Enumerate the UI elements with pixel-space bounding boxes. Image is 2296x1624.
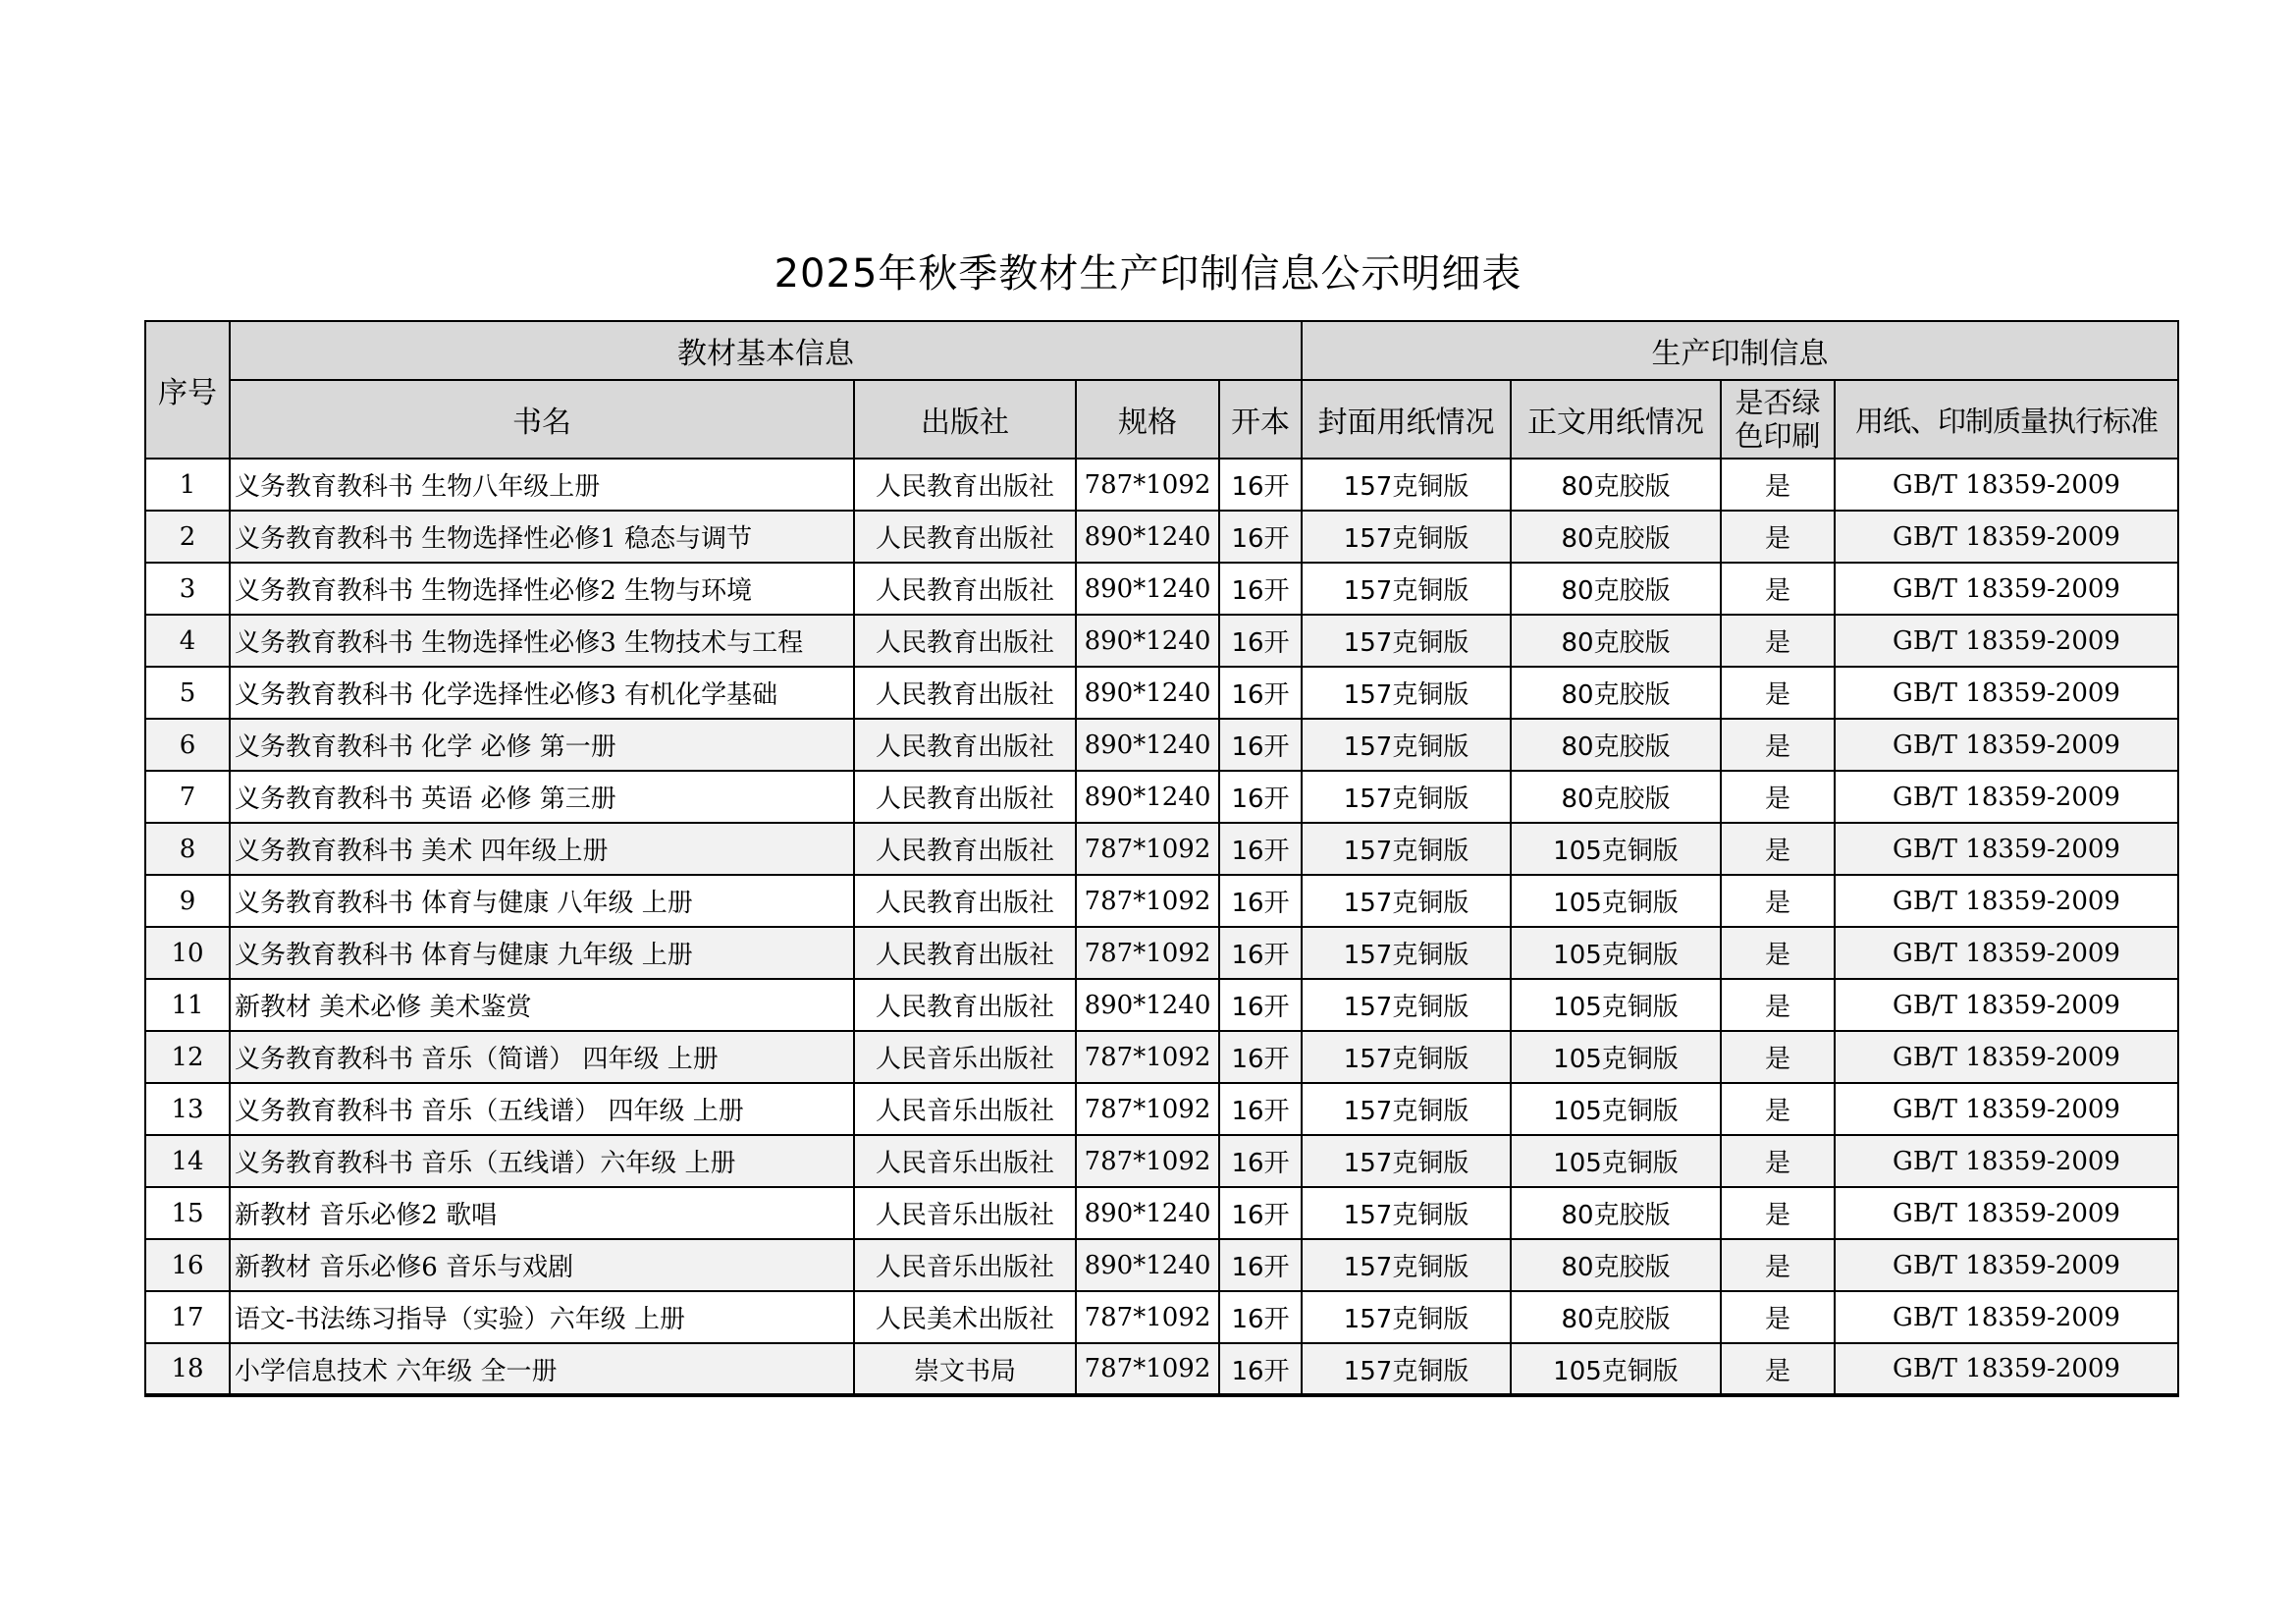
cell-book-name: 新教材 美术必修 美术鉴赏 xyxy=(230,979,854,1031)
cell-green-print: 是 xyxy=(1721,927,1835,979)
cell-green-print: 是 xyxy=(1721,719,1835,771)
cell-body-paper: 80克胶版 xyxy=(1511,1187,1721,1239)
cell-seq: 9 xyxy=(145,875,230,927)
cell-publisher: 人民教育出版社 xyxy=(854,979,1076,1031)
cell-format: 16开 xyxy=(1219,979,1302,1031)
cell-body-paper: 105克铜版 xyxy=(1511,1343,1721,1395)
cell-standard: GB/T 18359-2009 xyxy=(1835,1239,2178,1291)
cell-seq: 5 xyxy=(145,667,230,719)
cell-seq: 12 xyxy=(145,1031,230,1083)
cell-cover-paper: 157克铜版 xyxy=(1302,1187,1511,1239)
cell-green-print: 是 xyxy=(1721,511,1835,563)
cell-publisher: 人民教育出版社 xyxy=(854,875,1076,927)
cell-publisher: 崇文书局 xyxy=(854,1343,1076,1395)
cell-standard: GB/T 18359-2009 xyxy=(1835,719,2178,771)
cell-format: 16开 xyxy=(1219,615,1302,667)
header-cover-paper: 封面用纸情况 xyxy=(1302,380,1511,459)
cell-publisher: 人民教育出版社 xyxy=(854,823,1076,875)
header-book-name: 书名 xyxy=(230,380,854,459)
cell-book-name: 新教材 音乐必修6 音乐与戏剧 xyxy=(230,1239,854,1291)
table-row xyxy=(145,771,2178,823)
cell-format: 16开 xyxy=(1219,1135,1302,1187)
cell-body-paper: 80克胶版 xyxy=(1511,563,1721,615)
cell-green-print: 是 xyxy=(1721,1343,1835,1395)
cell-green-print: 是 xyxy=(1721,979,1835,1031)
cell-seq: 13 xyxy=(145,1083,230,1135)
cell-book-name: 新教材 音乐必修2 歌唱 xyxy=(230,1187,854,1239)
cell-spec: 787*1092 xyxy=(1076,1083,1219,1135)
cell-format: 16开 xyxy=(1219,875,1302,927)
cell-seq: 18 xyxy=(145,1343,230,1395)
cell-standard: GB/T 18359-2009 xyxy=(1835,1187,2178,1239)
cell-format: 16开 xyxy=(1219,563,1302,615)
cell-cover-paper: 157克铜版 xyxy=(1302,615,1511,667)
cell-cover-paper: 157克铜版 xyxy=(1302,927,1511,979)
cell-publisher: 人民教育出版社 xyxy=(854,667,1076,719)
cell-book-name: 义务教育教科书 体育与健康 九年级 上册 xyxy=(230,927,854,979)
cell-spec: 890*1240 xyxy=(1076,511,1219,563)
table-row xyxy=(145,1083,2178,1135)
cell-format: 16开 xyxy=(1219,1239,1302,1291)
cell-standard: GB/T 18359-2009 xyxy=(1835,875,2178,927)
cell-standard: GB/T 18359-2009 xyxy=(1835,511,2178,563)
cell-body-paper: 105克铜版 xyxy=(1511,875,1721,927)
cell-publisher: 人民教育出版社 xyxy=(854,927,1076,979)
header-standard: 用纸、印制质量执行标准 xyxy=(1835,380,2178,459)
cell-spec: 787*1092 xyxy=(1076,875,1219,927)
table-row xyxy=(145,1291,2178,1343)
cell-format: 16开 xyxy=(1219,1031,1302,1083)
cell-book-name: 义务教育教科书 生物选择性必修3 生物技术与工程 xyxy=(230,615,854,667)
header-group-basic: 教材基本信息 xyxy=(230,321,1302,380)
cell-seq: 16 xyxy=(145,1239,230,1291)
table-body xyxy=(145,459,2178,1395)
header-body-paper: 正文用纸情况 xyxy=(1511,380,1721,459)
textbook-info-table xyxy=(144,320,2179,1397)
header-format: 开本 xyxy=(1219,380,1302,459)
cell-seq: 11 xyxy=(145,979,230,1031)
cell-format: 16开 xyxy=(1219,1187,1302,1239)
page-title: 2025年秋季教材生产印制信息公示明细表 xyxy=(774,251,1522,297)
cell-body-paper: 80克胶版 xyxy=(1511,771,1721,823)
cell-green-print: 是 xyxy=(1721,459,1835,511)
table-row xyxy=(145,667,2178,719)
cell-body-paper: 105克铜版 xyxy=(1511,927,1721,979)
cell-cover-paper: 157克铜版 xyxy=(1302,563,1511,615)
cell-spec: 787*1092 xyxy=(1076,927,1219,979)
cell-book-name: 义务教育教科书 音乐（五线谱） 四年级 上册 xyxy=(230,1083,854,1135)
cell-publisher: 人民音乐出版社 xyxy=(854,1031,1076,1083)
cell-spec: 787*1092 xyxy=(1076,823,1219,875)
cell-cover-paper: 157克铜版 xyxy=(1302,1239,1511,1291)
cell-publisher: 人民教育出版社 xyxy=(854,771,1076,823)
cell-cover-paper: 157克铜版 xyxy=(1302,1083,1511,1135)
table-row xyxy=(145,1187,2178,1239)
cell-format: 16开 xyxy=(1219,823,1302,875)
cell-green-print: 是 xyxy=(1721,771,1835,823)
cell-format: 16开 xyxy=(1219,511,1302,563)
cell-cover-paper: 157克铜版 xyxy=(1302,1291,1511,1343)
table-row xyxy=(145,823,2178,875)
cell-standard: GB/T 18359-2009 xyxy=(1835,1343,2178,1395)
cell-body-paper: 105克铜版 xyxy=(1511,979,1721,1031)
cell-book-name: 义务教育教科书 生物八年级上册 xyxy=(230,459,854,511)
cell-spec: 890*1240 xyxy=(1076,1239,1219,1291)
cell-seq: 1 xyxy=(145,459,230,511)
cell-standard: GB/T 18359-2009 xyxy=(1835,1135,2178,1187)
cell-publisher: 人民教育出版社 xyxy=(854,563,1076,615)
cell-format: 16开 xyxy=(1219,1291,1302,1343)
cell-seq: 3 xyxy=(145,563,230,615)
cell-green-print: 是 xyxy=(1721,615,1835,667)
cell-body-paper: 105克铜版 xyxy=(1511,1135,1721,1187)
cell-standard: GB/T 18359-2009 xyxy=(1835,667,2178,719)
cell-format: 16开 xyxy=(1219,927,1302,979)
cell-cover-paper: 157克铜版 xyxy=(1302,1135,1511,1187)
cell-format: 16开 xyxy=(1219,459,1302,511)
cell-publisher: 人民美术出版社 xyxy=(854,1291,1076,1343)
cell-cover-paper: 157克铜版 xyxy=(1302,459,1511,511)
cell-book-name: 义务教育教科书 生物选择性必修2 生物与环境 xyxy=(230,563,854,615)
table-row xyxy=(145,1031,2178,1083)
cell-green-print: 是 xyxy=(1721,1135,1835,1187)
cell-standard: GB/T 18359-2009 xyxy=(1835,927,2178,979)
cell-spec: 890*1240 xyxy=(1076,771,1219,823)
cell-body-paper: 105克铜版 xyxy=(1511,1031,1721,1083)
table-header xyxy=(145,321,2178,459)
cell-book-name: 义务教育教科书 音乐（五线谱）六年级 上册 xyxy=(230,1135,854,1187)
cell-seq: 10 xyxy=(145,927,230,979)
header-publisher: 出版社 xyxy=(854,380,1076,459)
header-group-print: 生产印制信息 xyxy=(1302,321,2178,380)
cell-book-name: 义务教育教科书 英语 必修 第三册 xyxy=(230,771,854,823)
cell-green-print: 是 xyxy=(1721,563,1835,615)
cell-seq: 8 xyxy=(145,823,230,875)
cell-standard: GB/T 18359-2009 xyxy=(1835,1031,2178,1083)
cell-spec: 787*1092 xyxy=(1076,1343,1219,1395)
cell-publisher: 人民音乐出版社 xyxy=(854,1083,1076,1135)
cell-cover-paper: 157克铜版 xyxy=(1302,1031,1511,1083)
table-row xyxy=(145,1135,2178,1187)
cell-standard: GB/T 18359-2009 xyxy=(1835,615,2178,667)
cell-body-paper: 80克胶版 xyxy=(1511,615,1721,667)
cell-spec: 787*1092 xyxy=(1076,1135,1219,1187)
cell-cover-paper: 157克铜版 xyxy=(1302,823,1511,875)
cell-seq: 6 xyxy=(145,719,230,771)
cell-cover-paper: 157克铜版 xyxy=(1302,771,1511,823)
cell-publisher: 人民音乐出版社 xyxy=(854,1187,1076,1239)
table-row xyxy=(145,615,2178,667)
table-row xyxy=(145,459,2178,511)
cell-publisher: 人民音乐出版社 xyxy=(854,1135,1076,1187)
cell-green-print: 是 xyxy=(1721,1187,1835,1239)
cell-body-paper: 80克胶版 xyxy=(1511,1239,1721,1291)
table-row xyxy=(145,511,2178,563)
cell-publisher: 人民教育出版社 xyxy=(854,459,1076,511)
cell-seq: 2 xyxy=(145,511,230,563)
cell-spec: 787*1092 xyxy=(1076,1031,1219,1083)
cell-book-name: 义务教育教科书 生物选择性必修1 稳态与调节 xyxy=(230,511,854,563)
cell-format: 16开 xyxy=(1219,771,1302,823)
cell-publisher: 人民教育出版社 xyxy=(854,719,1076,771)
cell-body-paper: 80克胶版 xyxy=(1511,511,1721,563)
table-row xyxy=(145,875,2178,927)
cell-standard: GB/T 18359-2009 xyxy=(1835,563,2178,615)
cell-standard: GB/T 18359-2009 xyxy=(1835,1291,2178,1343)
cell-spec: 890*1240 xyxy=(1076,979,1219,1031)
cell-standard: GB/T 18359-2009 xyxy=(1835,459,2178,511)
cell-green-print: 是 xyxy=(1721,1239,1835,1291)
cell-seq: 4 xyxy=(145,615,230,667)
cell-cover-paper: 157克铜版 xyxy=(1302,719,1511,771)
cell-publisher: 人民音乐出版社 xyxy=(854,1239,1076,1291)
header-seq: 序号 xyxy=(145,321,230,459)
cell-cover-paper: 157克铜版 xyxy=(1302,667,1511,719)
cell-standard: GB/T 18359-2009 xyxy=(1835,979,2178,1031)
cell-book-name: 义务教育教科书 化学选择性必修3 有机化学基础 xyxy=(230,667,854,719)
cell-body-paper: 80克胶版 xyxy=(1511,459,1721,511)
cell-cover-paper: 157克铜版 xyxy=(1302,1343,1511,1395)
cell-book-name: 小学信息技术 六年级 全一册 xyxy=(230,1343,854,1395)
cell-standard: GB/T 18359-2009 xyxy=(1835,823,2178,875)
cell-format: 16开 xyxy=(1219,1343,1302,1395)
cell-spec: 890*1240 xyxy=(1076,615,1219,667)
cell-spec: 890*1240 xyxy=(1076,719,1219,771)
table-row xyxy=(145,563,2178,615)
cell-book-name: 义务教育教科书 美术 四年级上册 xyxy=(230,823,854,875)
cell-green-print: 是 xyxy=(1721,875,1835,927)
cell-book-name: 语文-书法练习指导（实验）六年级 上册 xyxy=(230,1291,854,1343)
cell-cover-paper: 157克铜版 xyxy=(1302,875,1511,927)
cell-spec: 890*1240 xyxy=(1076,563,1219,615)
cell-green-print: 是 xyxy=(1721,1031,1835,1083)
cell-seq: 17 xyxy=(145,1291,230,1343)
cell-format: 16开 xyxy=(1219,719,1302,771)
cell-body-paper: 80克胶版 xyxy=(1511,667,1721,719)
cell-seq: 15 xyxy=(145,1187,230,1239)
cell-format: 16开 xyxy=(1219,1083,1302,1135)
cell-body-paper: 80克胶版 xyxy=(1511,719,1721,771)
cell-green-print: 是 xyxy=(1721,667,1835,719)
cell-standard: GB/T 18359-2009 xyxy=(1835,771,2178,823)
cell-body-paper: 105克铜版 xyxy=(1511,823,1721,875)
cell-spec: 787*1092 xyxy=(1076,1291,1219,1343)
table-row xyxy=(145,979,2178,1031)
cell-body-paper: 105克铜版 xyxy=(1511,1083,1721,1135)
cell-cover-paper: 157克铜版 xyxy=(1302,511,1511,563)
header-spec: 规格 xyxy=(1076,380,1219,459)
cell-book-name: 义务教育教科书 化学 必修 第一册 xyxy=(230,719,854,771)
cell-spec: 787*1092 xyxy=(1076,459,1219,511)
table-row xyxy=(145,719,2178,771)
cell-format: 16开 xyxy=(1219,667,1302,719)
cell-standard: GB/T 18359-2009 xyxy=(1835,1083,2178,1135)
table-row xyxy=(145,1343,2178,1395)
cell-book-name: 义务教育教科书 体育与健康 八年级 上册 xyxy=(230,875,854,927)
cell-publisher: 人民教育出版社 xyxy=(854,615,1076,667)
cell-book-name: 义务教育教科书 音乐（简谱） 四年级 上册 xyxy=(230,1031,854,1083)
cell-spec: 890*1240 xyxy=(1076,667,1219,719)
cell-green-print: 是 xyxy=(1721,823,1835,875)
header-green-print: 是否绿色印刷 xyxy=(1721,380,1835,459)
cell-cover-paper: 157克铜版 xyxy=(1302,979,1511,1031)
cell-spec: 890*1240 xyxy=(1076,1187,1219,1239)
cell-green-print: 是 xyxy=(1721,1291,1835,1343)
cell-seq: 7 xyxy=(145,771,230,823)
table-row xyxy=(145,927,2178,979)
cell-body-paper: 80克胶版 xyxy=(1511,1291,1721,1343)
cell-green-print: 是 xyxy=(1721,1083,1835,1135)
cell-seq: 14 xyxy=(145,1135,230,1187)
table-row xyxy=(145,1239,2178,1291)
cell-publisher: 人民教育出版社 xyxy=(854,511,1076,563)
